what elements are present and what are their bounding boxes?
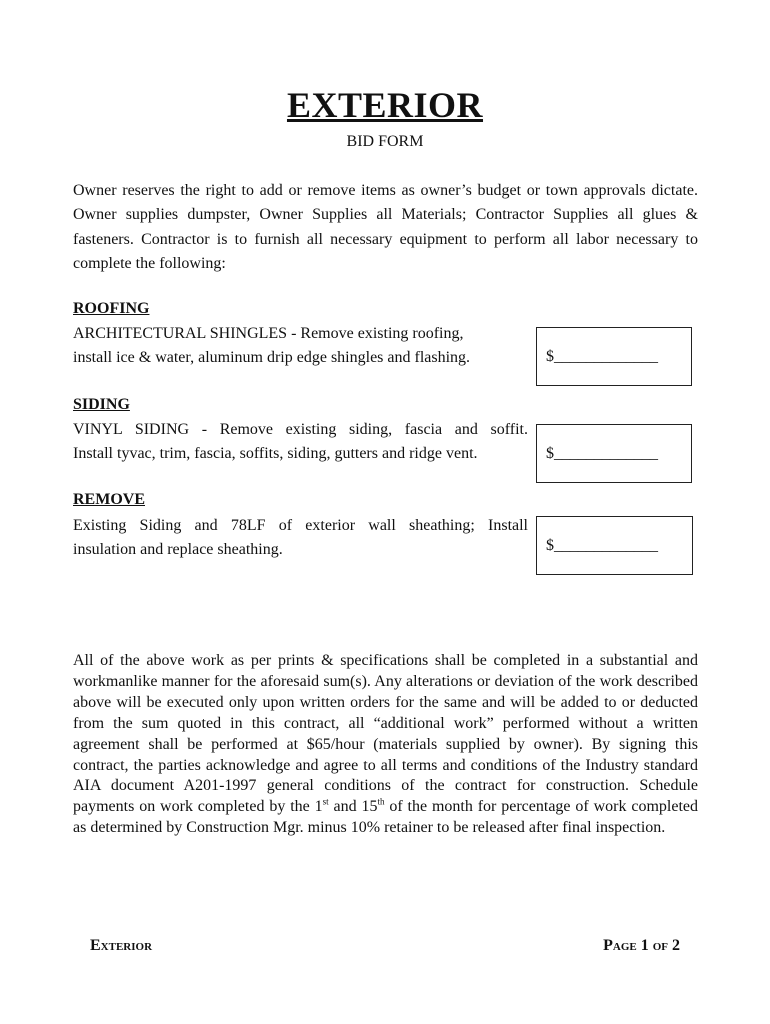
section-description-siding: [73, 418, 528, 466]
price-box-remove[interactable]: [536, 516, 693, 575]
description-line: install ice & water, aluminum drip edge shingles and flashing.: [73, 349, 471, 366]
price-field: $_____________: [546, 536, 658, 554]
closing-text: All of the above work as per prints & specifications shall be completed in a substantial and workmanlike manner for the aforesaid sum(s). Any alterations or deviation of the work described above will be executed only upon written orders for the same and will be added to or deducted from the sum quoted in this contract, all “additional work” performed without a written agreement shall be performed at $65/hour (materials supplied by owner). By signing this contract, the parties acknowledge and agree to all terms and conditions of the Industry standard AIA document A201-1997 general conditions of the contract for construction. Schedule payments on work completed by the 1: [73, 652, 698, 816]
page-title: EXTERIOR: [286, 85, 484, 125]
ordinal-suffix: th: [377, 797, 385, 808]
page-subtitle: BID FORM: [346, 133, 424, 150]
price-box-siding[interactable]: [536, 424, 692, 483]
intro-paragraph: Owner reserves the right to add or remove items as owner’s budget or town approvals dictate. Owner supplies dumpster, Owner Supplies all Materials; Contractor Supplies all glues & fasteners. Contractor is to furnish all necessary equipment to perform all labor necessary to complete the following:: [73, 182, 698, 272]
section-heading-siding: SIDING: [73, 396, 130, 413]
description-line: ARCHITECTURAL SHINGLES - Remove existing roofing,: [73, 325, 464, 342]
section-description-roofing: [73, 322, 528, 370]
description-line: insulation and replace sheathing.: [73, 541, 283, 558]
price-field: $_____________: [546, 347, 658, 365]
description-line: Install tyvac, trim, fascia, soffits, siding, gutters and ridge vent.: [73, 445, 478, 462]
price-field: $_____________: [546, 444, 658, 462]
closing-paragraph: [73, 651, 698, 839]
description-line: Existing Siding and 78LF of exterior wall sheathing; Install: [73, 517, 528, 534]
closing-text: and 15: [328, 798, 378, 816]
ordinal-suffix: st: [322, 797, 329, 808]
section-heading-remove: REMOVE: [73, 491, 145, 508]
section-heading-roofing: ROOFING: [73, 300, 150, 317]
footer-document-name: Exterior: [90, 937, 153, 954]
price-box-roofing[interactable]: [536, 327, 692, 386]
description-line: VINYL SIDING - Remove existing siding, fascia and soffit.: [73, 421, 528, 438]
section-description-remove: [73, 514, 528, 562]
closing-text: of the month for percentage of work completed as determined by Construction Mgr. minus 10% retainer to be released after final inspection.: [73, 798, 698, 837]
footer-page-number: Page 1 of 2: [603, 937, 680, 954]
